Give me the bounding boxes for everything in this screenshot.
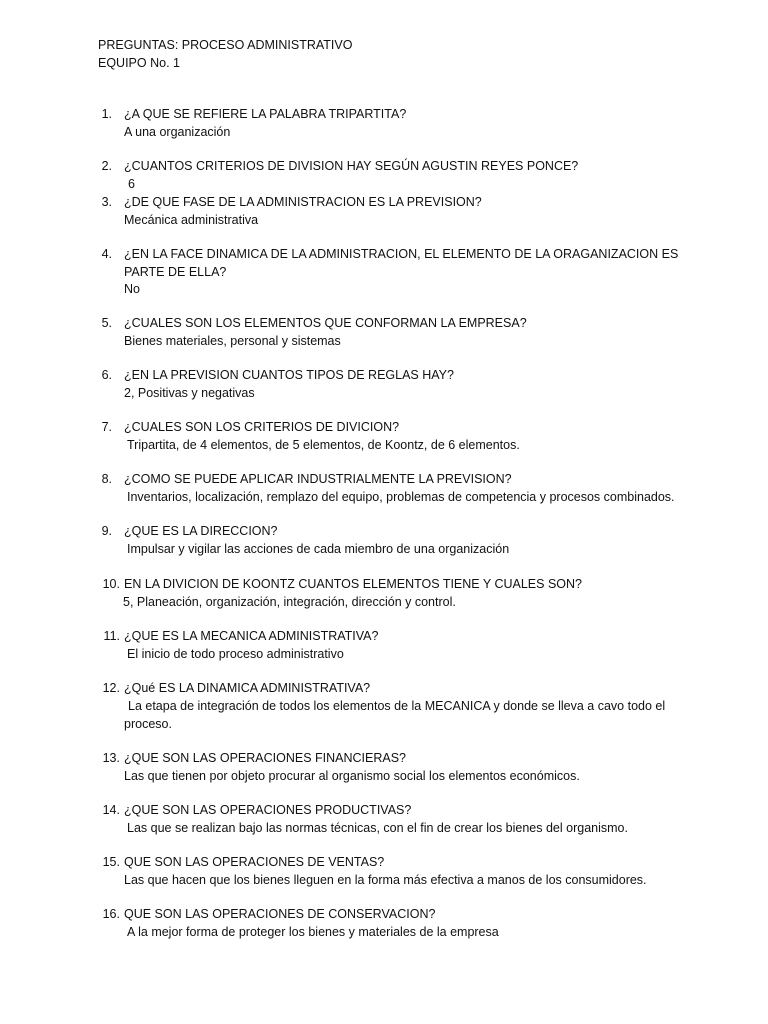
question-number: 10. <box>102 577 120 591</box>
answer-text: Las que se realizan bajo las normas técnicas, con el fin de crear los bienes del organismo. <box>127 821 628 835</box>
question-number: 1. <box>101 107 112 121</box>
question-number: 4. <box>101 247 112 261</box>
answer-text: El inicio de todo proceso administrativo <box>127 647 344 661</box>
answer-text: Impulsar y vigilar las acciones de cada miembro de una organización <box>127 542 510 556</box>
question-number: 16. <box>102 907 120 921</box>
question-text: ¿EN LA FACE DINAMICA DE LA ADMINISTRACION, EL ELEMENTO DE LA ORAGANIZACION ES PARTE DE ELLA? <box>124 247 679 279</box>
answer-text: Inventarios, localización, remplazo del equipo, problemas de competencia y procesos combinados. <box>127 490 675 504</box>
question-text: ¿CUALES SON LOS ELEMENTOS QUE CONFORMAN LA EMPRESA? <box>124 316 527 330</box>
question-text: ¿DE QUE FASE DE LA ADMINISTRACION ES LA PREVISION? <box>124 195 482 209</box>
question-text: ¿COMO SE PUEDE APLICAR INDUSTRIALMENTE LA PREVISION? <box>124 472 512 486</box>
question-text: ¿EN LA PREVISION CUANTOS TIPOS DE REGLAS HAY? <box>124 368 454 382</box>
answer-text: A la mejor forma de proteger los bienes y materiales de la empresa <box>127 925 499 939</box>
answer-text: Tripartita, de 4 elementos, de 5 elementos, de Koontz, de 6 elementos. <box>127 438 520 452</box>
answer-text: La etapa de integración de todos los elementos de la MECANICA y donde se lleva a cavo todo el proceso. <box>124 699 666 731</box>
question-number: 8. <box>101 472 112 486</box>
question-number: 5. <box>101 316 112 330</box>
answer-text: No <box>124 282 140 296</box>
question-number: 3. <box>101 195 112 209</box>
answer-text: 5, Planeación, organización, integración, dirección y control. <box>123 595 456 609</box>
question-number: 15. <box>102 855 120 869</box>
question-text: EN LA DIVICION DE KOONTZ CUANTOS ELEMENTOS TIENE Y CUALES SON? <box>124 577 582 591</box>
question-text: ¿Qué ES LA DINAMICA ADMINISTRATIVA? <box>124 681 371 695</box>
question-number: 7. <box>101 420 112 434</box>
question-text: ¿CUANTOS CRITERIOS DE DIVISION HAY SEGÚN AGUSTIN REYES PONCE? <box>124 159 579 173</box>
question-number: 6. <box>101 368 112 382</box>
question-text: ¿QUE ES LA MECANICA ADMINISTRATIVA? <box>124 629 379 643</box>
answer-text: Bienes materiales, personal y sistemas <box>124 334 341 348</box>
answer-text: 6 <box>128 177 135 191</box>
question-text: ¿QUE ES LA DIRECCION? <box>124 524 278 538</box>
answer-text: A una organización <box>124 125 231 139</box>
answer-text: Las que tienen por objeto procurar al organismo social los elementos económicos. <box>124 769 580 783</box>
question-number: 2. <box>101 159 112 173</box>
document-title: PREGUNTAS: PROCESO ADMINISTRATIVO <box>98 38 353 52</box>
question-number: 12. <box>102 681 120 695</box>
team-label: EQUIPO No. 1 <box>98 56 180 70</box>
question-text: ¿QUE SON LAS OPERACIONES PRODUCTIVAS? <box>124 803 412 817</box>
question-number: 14. <box>102 803 120 817</box>
question-text: QUE SON LAS OPERACIONES DE VENTAS? <box>124 855 385 869</box>
question-number: 13. <box>102 751 120 765</box>
question-text: ¿CUALES SON LOS CRITERIOS DE DIVICION? <box>124 420 400 434</box>
question-number: 9. <box>101 524 112 538</box>
question-text: ¿QUE SON LAS OPERACIONES FINANCIERAS? <box>124 751 407 765</box>
question-text: ¿A QUE SE REFIERE LA PALABRA TRIPARTITA? <box>124 107 407 121</box>
answer-text: 2, Positivas y negativas <box>124 386 255 400</box>
answer-text: Las que hacen que los bienes lleguen en la forma más efectiva a manos de los consumidores. <box>124 873 647 887</box>
answer-text: Mecánica administrativa <box>124 213 259 227</box>
question-number: 11. <box>103 629 120 643</box>
question-text: QUE SON LAS OPERACIONES DE CONSERVACION? <box>124 907 436 921</box>
